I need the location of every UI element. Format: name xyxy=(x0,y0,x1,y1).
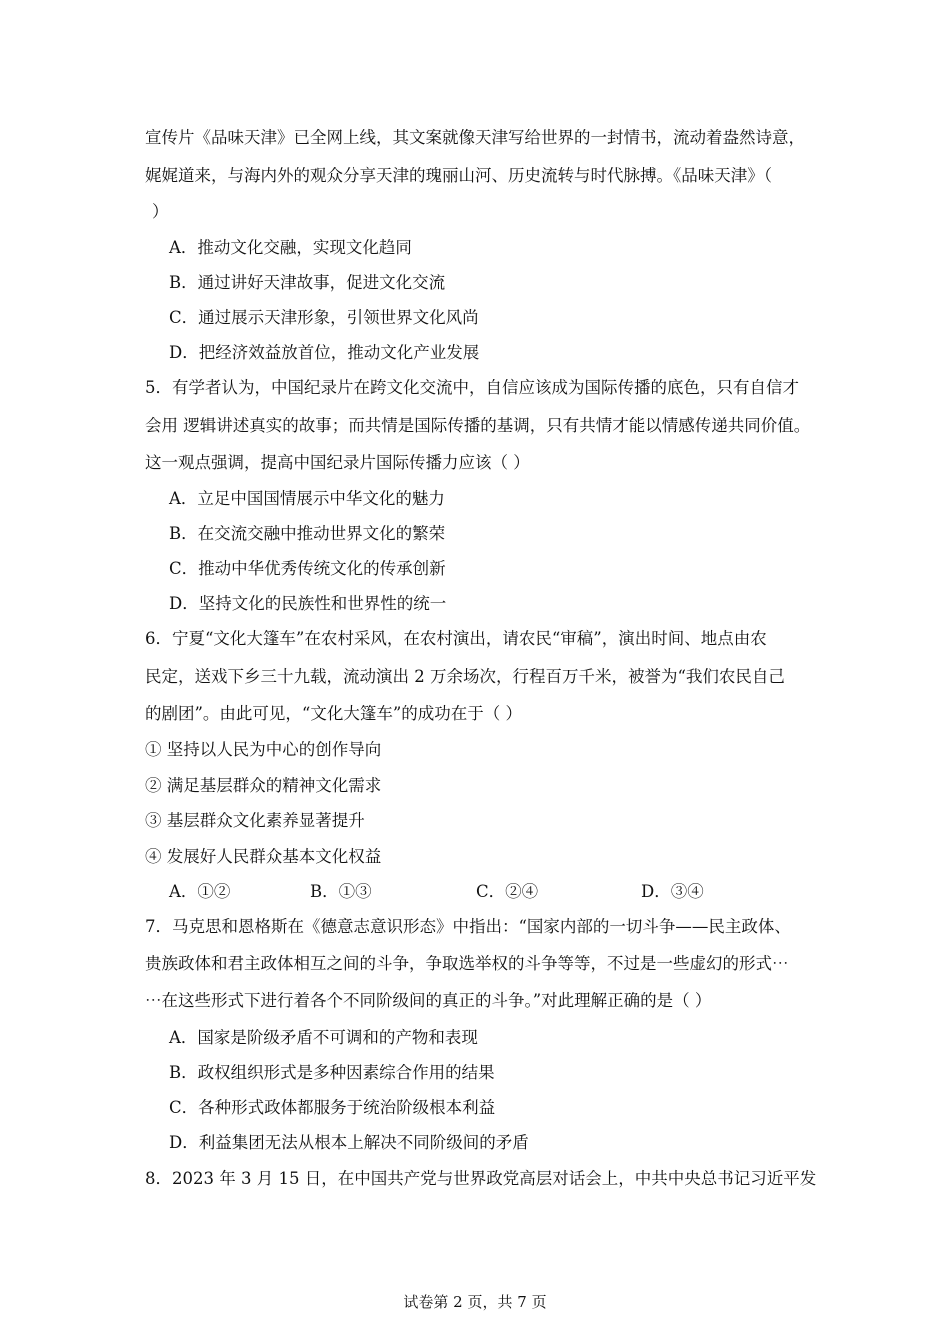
q6-item-3: ③ 基层群众文化素养显著提升 xyxy=(145,811,365,830)
q6-stem-line-2: 民定，送戏下乡三十九载，流动演出 2 万余场次，行程百万千米，被誉为“我们农民自己 xyxy=(145,667,785,686)
q8-stem-line-1: 8．2023 年 3 月 15 日，在中国共产党与世界政党高层对话会上，中共中央总书记习近平发 xyxy=(145,1169,817,1188)
page-footer: 试卷第 2 页，共 7 页 xyxy=(403,1293,547,1311)
q6-option-d: D．③④ xyxy=(641,882,704,901)
q6-option-c: C．②④ xyxy=(476,882,539,901)
q5-stem-line-1: 5．有学者认为，中国纪录片在跨文化交流中，自信应该成为国际传播的底色，只有自信才 xyxy=(145,378,799,397)
q7-option-d: D．利益集团无法从根本上解决不同阶级间的矛盾 xyxy=(169,1133,529,1152)
q5-option-b: B．在交流交融中推动世界文化的繁荣 xyxy=(169,524,446,543)
q5-option-a: A．立足中国国情展示中华文化的魅力 xyxy=(169,489,445,508)
q7-option-a: A．国家是阶级矛盾不可调和的产物和表现 xyxy=(169,1028,478,1047)
q4-option-d: D．把经济效益放首位，推动文化产业发展 xyxy=(169,343,480,362)
q7-option-c: C．各种形式政体都服务于统治阶级根本利益 xyxy=(169,1098,496,1117)
q5-stem-line-2: 会用 逻辑讲述真实的故事；而共情是国际传播的基调，只有共情才能以情感传递共同价值。 xyxy=(145,416,811,435)
q6-item-4: ④ 发展好人民群众基本文化权益 xyxy=(145,847,382,866)
q4-stem-line-2: 娓娓道来，与海内外的观众分享天津的瑰丽山河、历史流转与时代脉搏。《品味天津》（ xyxy=(145,166,772,185)
q7-option-b: B．政权组织形式是多种因素综合作用的结果 xyxy=(169,1063,495,1082)
q5-option-d: D．坚持文化的民族性和世界性的统一 xyxy=(169,594,447,613)
q6-item-1: ① 坚持以人民为中心的创作导向 xyxy=(145,740,382,759)
q6-option-b: B．①③ xyxy=(310,882,372,901)
q5-option-c: C．推动中华优秀传统文化的传承创新 xyxy=(169,559,446,578)
q7-stem-line-1: 7．马克思和恩格斯在《德意志意识形态》中指出：“国家内部的一切斗争——民主政体、 xyxy=(145,917,791,936)
q5-stem-line-3: 这一观点强调，提高中国纪录片国际传播力应该（ ） xyxy=(145,453,530,472)
q7-stem-line-2: 贵族政体和君主政体相互之间的斗争，争取选举权的斗争等等，不过是一些虚幻的形式⋯ xyxy=(145,954,789,973)
q4-stem-line-3: ） xyxy=(152,202,169,221)
q4-option-c: C．通过展示天津形象，引领世界文化风尚 xyxy=(169,308,479,327)
q6-option-a: A．①② xyxy=(169,882,231,901)
q4-stem-line-1: 宣传片《品味天津》已全网上线，其文案就像天津写给世界的一封情书，流动着盎然诗意， xyxy=(145,128,805,147)
q4-option-b: B．通过讲好天津故事，促进文化交流 xyxy=(169,273,446,292)
q6-item-2: ② 满足基层群众的精神文化需求 xyxy=(145,776,382,795)
q6-stem-line-1: 6．宁夏“文化大篷车”在农村采风，在农村演出，请农民“审稿”，演出时间、地点由农 xyxy=(145,629,767,648)
q7-stem-line-3: ⋯在这些形式下进行着各个不同阶级间的真正的斗争。”对此理解正确的是（ ） xyxy=(145,991,712,1010)
q4-option-a: A．推动文化交融，实现文化趋同 xyxy=(169,238,412,257)
q6-stem-line-3: 的剧团”。由此可见，“文化大篷车”的成功在于（ ） xyxy=(145,704,523,723)
